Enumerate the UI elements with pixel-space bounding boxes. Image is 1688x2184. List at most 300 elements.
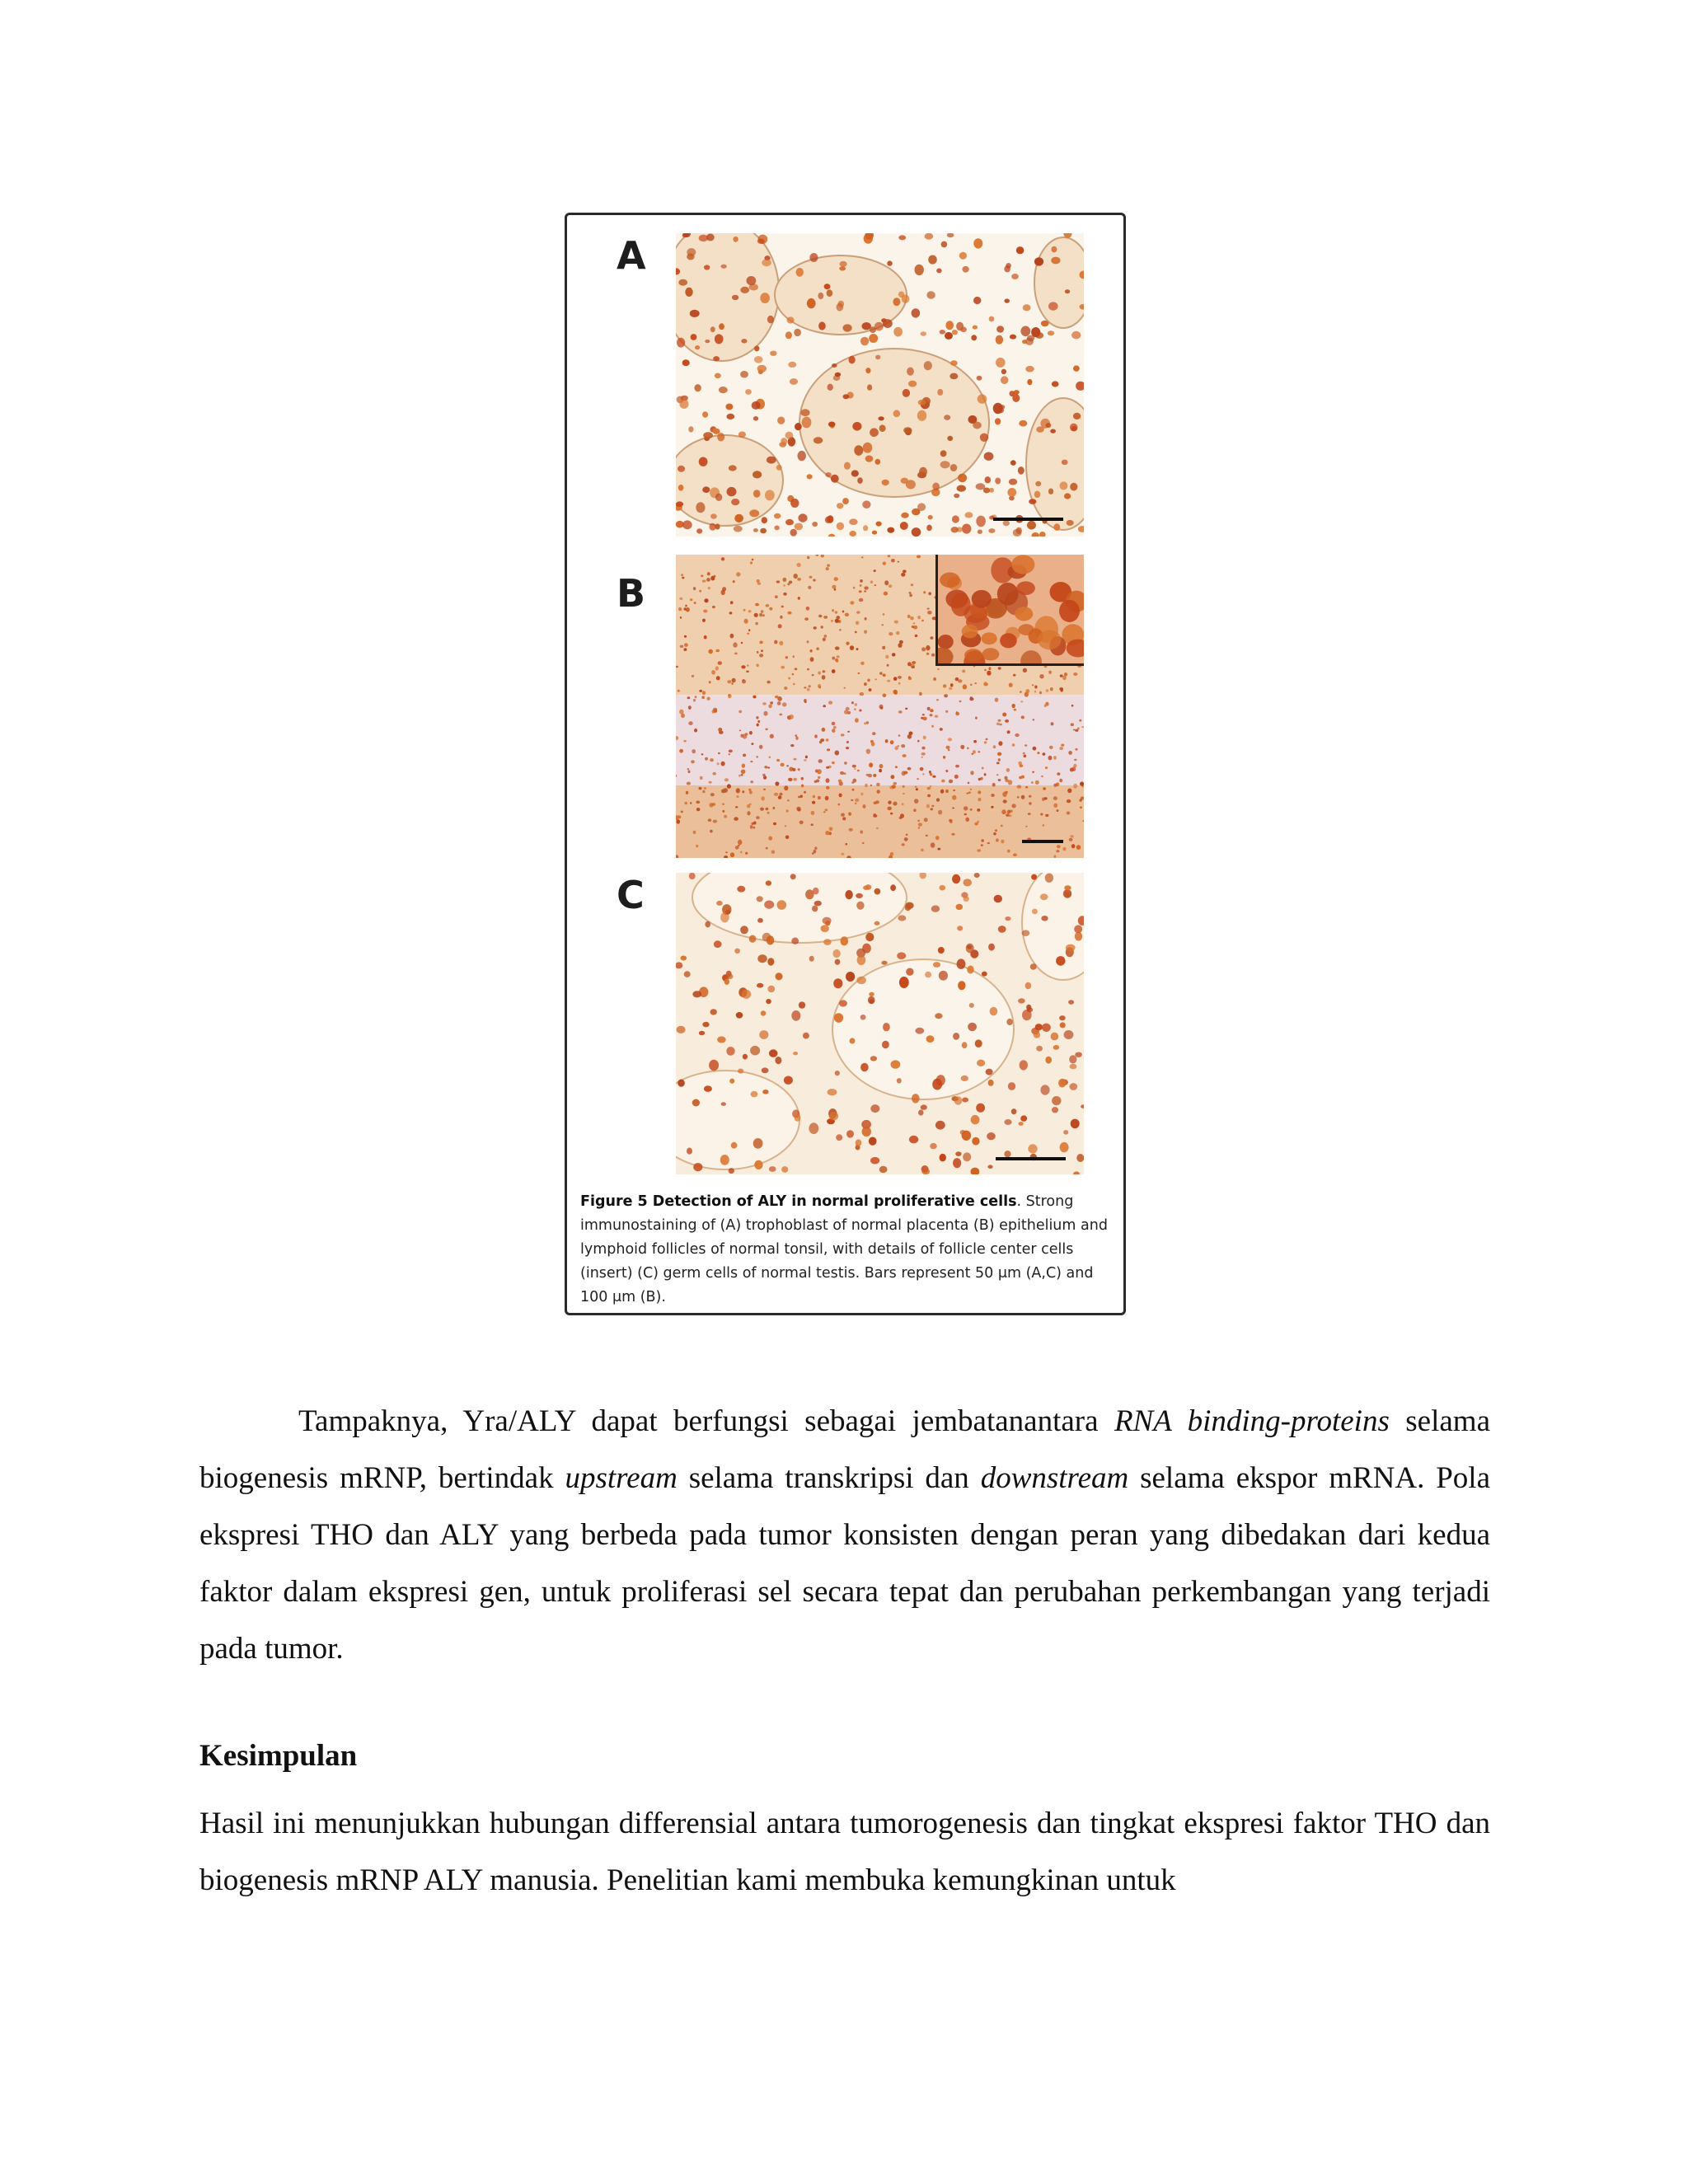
stained-nucleus: [931, 654, 935, 657]
stained-nucleus: [790, 499, 799, 508]
stained-nucleus: [787, 799, 790, 801]
stained-nucleus: [899, 977, 909, 988]
stained-nucleus: [911, 583, 913, 586]
stained-nucleus: [873, 774, 876, 777]
stained-nucleus: [945, 710, 948, 713]
stained-nucleus: [692, 675, 694, 677]
stained-nucleus: [940, 450, 947, 457]
stained-nucleus: [1042, 1024, 1051, 1032]
stained-nucleus: [703, 610, 707, 613]
stained-nucleus: [804, 699, 807, 703]
stained-nucleus: [1059, 779, 1062, 783]
stained-nucleus: [982, 767, 984, 770]
stained-nucleus: [863, 443, 873, 453]
stained-nucleus: [870, 428, 879, 437]
paragraph-1: [199, 1393, 1490, 1677]
stained-nucleus: [756, 756, 758, 757]
stained-nucleus: [962, 670, 965, 673]
stained-nucleus: [987, 1165, 992, 1169]
stained-nucleus: [923, 591, 926, 593]
stained-nucleus: [993, 403, 1003, 414]
stained-nucleus: [846, 642, 849, 645]
stained-nucleus: [785, 519, 794, 525]
stained-nucleus: [685, 802, 688, 805]
stained-nucleus: [774, 793, 778, 796]
stained-nucleus: [970, 696, 973, 699]
stained-nucleus: [742, 990, 752, 999]
stained-nucleus: [750, 825, 753, 828]
stained-nucleus: [677, 338, 685, 348]
stained-nucleus: [907, 368, 914, 376]
stained-nucleus: [804, 617, 809, 621]
stained-nucleus: [807, 556, 809, 559]
stained-nucleus: [984, 741, 987, 743]
stained-nucleus: [794, 778, 797, 781]
stained-nucleus: [927, 607, 930, 609]
stained-nucleus: [902, 803, 904, 805]
stained-nucleus: [1071, 844, 1076, 848]
stained-nucleus: [846, 747, 849, 749]
stained-nucleus: [807, 640, 809, 643]
stained-nucleus: [807, 474, 813, 479]
stained-nucleus: [852, 789, 855, 791]
stained-nucleus: [952, 795, 956, 800]
stained-nucleus: [1009, 479, 1017, 485]
stained-nucleus: [873, 814, 877, 818]
stained-nucleus: [926, 835, 928, 837]
stained-nucleus: [1024, 754, 1027, 757]
stained-nucleus: [784, 785, 788, 790]
stained-nucleus: [791, 1010, 800, 1021]
stained-nucleus: [828, 384, 833, 391]
stained-nucleus: [840, 261, 847, 267]
stained-nucleus: [828, 1089, 837, 1095]
stained-nucleus: [818, 615, 822, 617]
stained-nucleus: [818, 684, 821, 688]
stained-nucleus: [774, 513, 781, 519]
stained-nucleus: [883, 694, 887, 698]
stained-nucleus: [962, 1131, 972, 1141]
stained-nucleus: [945, 321, 954, 330]
stained-nucleus: [829, 827, 833, 831]
stained-nucleus: [908, 381, 917, 387]
stained-nucleus: [702, 486, 710, 493]
stained-nucleus: [694, 729, 697, 733]
stained-nucleus: [930, 1143, 937, 1149]
stained-nucleus: [757, 896, 763, 902]
scale-bar-a: [993, 518, 1063, 521]
stained-nucleus: [807, 668, 809, 671]
stained-nucleus: [1046, 689, 1049, 691]
stained-nucleus: [883, 613, 885, 615]
stained-nucleus: [812, 906, 818, 912]
placenta-micrograph: [676, 233, 1084, 537]
stained-nucleus: [832, 669, 836, 673]
stained-nucleus: [769, 1049, 778, 1057]
stained-nucleus: [1027, 1007, 1033, 1012]
stained-nucleus: [889, 584, 892, 588]
stained-nucleus: [1006, 1019, 1013, 1025]
stained-nucleus: [998, 741, 1002, 746]
stained-nucleus: [1060, 481, 1068, 490]
stained-nucleus: [902, 771, 906, 776]
stained-nucleus: [1003, 520, 1010, 526]
stained-nucleus: [709, 1060, 719, 1071]
stained-nucleus: [854, 708, 856, 710]
stained-nucleus: [786, 765, 789, 766]
stained-nucleus: [765, 490, 775, 500]
stained-nucleus: [1033, 719, 1035, 720]
stained-nucleus: [874, 569, 876, 572]
stained-nucleus: [1044, 797, 1048, 799]
stained-nucleus: [699, 1031, 705, 1035]
stained-nucleus: [867, 384, 872, 390]
stained-nucleus: [860, 584, 862, 587]
stained-nucleus: [687, 254, 694, 260]
stained-nucleus: [804, 759, 807, 762]
stained-nucleus: [733, 642, 737, 647]
stained-nucleus: [704, 265, 710, 269]
stained-nucleus: [926, 804, 930, 808]
stained-nucleus: [994, 895, 1002, 902]
stained-nucleus: [682, 233, 688, 237]
stained-nucleus: [875, 355, 880, 360]
stained-nucleus: [742, 679, 744, 681]
stained-nucleus: [1035, 780, 1039, 785]
stained-nucleus: [948, 749, 950, 752]
stained-nucleus: [958, 679, 962, 682]
paragraph-1-text-2: selama biogenesis mRNP, bertindak: [199, 1404, 1490, 1495]
section-heading: Kesimpulan: [199, 1739, 358, 1773]
stained-nucleus: [699, 457, 708, 466]
stained-nucleus: [1075, 932, 1082, 941]
stained-nucleus: [766, 604, 770, 607]
stained-nucleus: [702, 580, 706, 583]
stained-nucleus: [879, 1166, 888, 1173]
stained-nucleus: [708, 649, 713, 654]
stained-nucleus: [945, 332, 953, 340]
stained-nucleus: [855, 631, 857, 634]
stained-nucleus: [753, 827, 756, 829]
stained-nucleus: [917, 503, 926, 511]
stained-nucleus: [977, 808, 980, 812]
stained-nucleus: [917, 820, 920, 822]
stained-nucleus: [710, 758, 714, 762]
stained-nucleus: [694, 602, 696, 604]
stained-nucleus: [864, 682, 867, 686]
stained-nucleus: [780, 793, 783, 796]
stained-nucleus: [818, 293, 823, 299]
stained-nucleus: [743, 609, 746, 612]
stained-nucleus: [757, 239, 765, 244]
stained-nucleus: [898, 915, 906, 921]
stained-nucleus: [738, 775, 741, 777]
figure-caption: [580, 1190, 1112, 1310]
stained-nucleus: [797, 563, 801, 567]
stained-nucleus: [1080, 781, 1084, 785]
stained-nucleus: [858, 673, 860, 674]
stained-nucleus: [798, 597, 800, 600]
stained-nucleus: [844, 687, 846, 689]
stained-nucleus: [906, 968, 913, 976]
stained-nucleus: [705, 340, 710, 343]
stained-nucleus: [768, 705, 771, 709]
stained-nucleus: [1001, 369, 1006, 375]
stained-nucleus: [1067, 789, 1071, 794]
stained-nucleus: [1025, 744, 1027, 746]
stained-nucleus: [744, 619, 748, 624]
stained-nucleus: [826, 567, 829, 570]
stained-nucleus: [749, 731, 753, 735]
stained-nucleus: [749, 935, 757, 943]
stained-nucleus: [688, 771, 691, 774]
stained-nucleus: [719, 323, 724, 330]
stained-nucleus: [843, 394, 850, 399]
stained-nucleus: [762, 614, 765, 616]
stained-nucleus: [996, 723, 1001, 726]
stained-nucleus: [907, 662, 912, 666]
stained-nucleus: [686, 791, 688, 794]
stained-nucleus: [992, 783, 996, 787]
stained-nucleus: [1022, 930, 1030, 936]
stained-nucleus: [1043, 752, 1046, 756]
stained-nucleus: [836, 616, 840, 619]
stained-nucleus: [704, 635, 707, 640]
stained-nucleus: [1053, 784, 1057, 787]
stained-nucleus: [737, 886, 745, 893]
stained-nucleus: [1062, 460, 1068, 465]
stained-nucleus: [956, 322, 964, 331]
stained-nucleus: [859, 590, 862, 593]
stained-nucleus: [940, 573, 960, 588]
stained-nucleus: [956, 711, 959, 714]
stained-nucleus: [1027, 379, 1032, 385]
stained-nucleus: [852, 765, 856, 768]
stained-nucleus: [809, 956, 814, 962]
stained-nucleus: [985, 476, 992, 483]
stained-nucleus: [717, 433, 724, 442]
stained-nucleus: [936, 1075, 945, 1085]
stained-nucleus: [696, 528, 702, 533]
stained-nucleus: [927, 611, 932, 615]
testis-micrograph: [676, 873, 1084, 1174]
stained-nucleus: [1067, 520, 1074, 526]
stained-nucleus: [903, 427, 912, 434]
stained-nucleus: [834, 577, 838, 581]
stained-nucleus: [823, 939, 832, 945]
stained-nucleus: [748, 610, 752, 612]
stained-nucleus: [727, 487, 737, 496]
stained-nucleus: [955, 1151, 961, 1156]
stained-nucleus: [1030, 963, 1037, 969]
stained-nucleus: [749, 790, 753, 794]
stained-nucleus: [743, 754, 746, 757]
stained-nucleus: [1036, 426, 1044, 432]
stained-nucleus: [745, 852, 748, 855]
stained-nucleus: [978, 394, 987, 403]
stained-nucleus: [747, 633, 749, 635]
stained-nucleus: [963, 1152, 971, 1161]
stained-nucleus: [788, 362, 796, 368]
stained-nucleus: [856, 621, 860, 625]
stained-nucleus: [1001, 376, 1008, 384]
stained-nucleus: [694, 384, 701, 391]
caption-text: . Strong immunostaining of (A) trophoblast of normal placenta (B) epithelium and lymphoid follicles of normal tonsil, with details of follicle center cells (insert) (C) germ cells of normal testis. Bars represent 50 μm (A,C) and 100 μm (B).: [580, 1193, 1108, 1305]
stained-nucleus: [978, 529, 982, 534]
stained-nucleus: [1016, 581, 1035, 595]
stained-nucleus: [912, 661, 916, 664]
stained-nucleus: [903, 569, 907, 573]
stained-nucleus: [740, 287, 749, 293]
stained-nucleus: [816, 779, 819, 782]
stained-nucleus: [823, 616, 828, 619]
stained-nucleus: [859, 710, 861, 712]
stained-nucleus: [782, 702, 787, 706]
stained-nucleus: [974, 823, 978, 826]
stained-nucleus: [893, 327, 903, 337]
stained-nucleus: [893, 690, 898, 695]
stained-nucleus: [950, 464, 958, 471]
stained-nucleus: [859, 598, 864, 602]
stained-nucleus: [678, 1080, 685, 1087]
stained-nucleus: [944, 415, 950, 420]
stained-nucleus: [832, 363, 837, 368]
stained-nucleus: [962, 1098, 968, 1103]
stained-nucleus: [1051, 257, 1060, 265]
stained-nucleus: [1011, 1108, 1017, 1114]
stained-nucleus: [753, 528, 758, 532]
stained-nucleus: [844, 462, 851, 470]
stained-nucleus: [814, 437, 823, 443]
stained-nucleus: [865, 617, 867, 621]
stained-nucleus: [951, 833, 954, 836]
stained-nucleus: [926, 1035, 935, 1043]
stained-nucleus: [814, 850, 817, 854]
stained-nucleus: [686, 607, 690, 612]
stained-nucleus: [757, 651, 759, 654]
stained-nucleus: [702, 790, 705, 794]
stained-nucleus: [878, 416, 884, 420]
stained-nucleus: [734, 817, 738, 821]
stained-nucleus: [699, 235, 709, 241]
stained-nucleus: [836, 660, 838, 662]
stained-nucleus: [835, 373, 841, 377]
stained-nucleus: [767, 935, 775, 944]
stained-nucleus: [757, 724, 759, 727]
stained-nucleus: [864, 586, 868, 589]
stained-nucleus: [966, 793, 968, 794]
stained-nucleus: [721, 789, 725, 793]
stained-nucleus: [851, 799, 853, 801]
stained-nucleus: [695, 696, 697, 698]
stained-nucleus: [688, 705, 692, 710]
stained-nucleus: [819, 741, 822, 744]
stained-nucleus: [903, 754, 907, 757]
stained-nucleus: [921, 752, 926, 756]
stained-nucleus: [1067, 811, 1070, 814]
stained-nucleus: [953, 790, 955, 791]
stained-nucleus: [709, 523, 715, 531]
stained-nucleus: [917, 616, 921, 619]
stained-nucleus: [736, 788, 740, 793]
stained-nucleus: [869, 992, 874, 996]
stained-nucleus: [1019, 1122, 1024, 1126]
stained-nucleus: [814, 626, 817, 630]
stained-nucleus: [903, 793, 905, 794]
stained-nucleus: [783, 584, 785, 586]
stained-nucleus: [876, 783, 880, 786]
stained-nucleus: [991, 794, 994, 797]
stained-nucleus: [685, 288, 692, 297]
stained-nucleus: [716, 676, 720, 680]
stained-nucleus: [897, 1078, 902, 1083]
stained-nucleus: [976, 516, 986, 527]
stained-nucleus: [709, 781, 712, 784]
stained-nucleus: [682, 520, 692, 529]
panel-label-c: C: [617, 873, 645, 917]
stained-nucleus: [1046, 423, 1052, 428]
stained-nucleus: [711, 670, 715, 675]
stained-nucleus: [837, 523, 844, 531]
stained-nucleus: [813, 888, 819, 895]
stained-nucleus: [1069, 1055, 1076, 1063]
stained-nucleus: [893, 782, 898, 785]
stained-nucleus: [713, 820, 717, 823]
stained-nucleus: [848, 813, 851, 816]
stained-nucleus: [722, 803, 724, 805]
stained-nucleus: [961, 1076, 968, 1081]
stained-nucleus: [825, 831, 829, 835]
stained-nucleus: [756, 716, 758, 719]
stained-nucleus: [921, 620, 924, 621]
stained-nucleus: [710, 576, 715, 581]
stained-nucleus: [693, 1163, 702, 1171]
stained-nucleus: [755, 622, 758, 626]
stained-nucleus: [1005, 916, 1010, 921]
stained-nucleus: [691, 334, 697, 340]
stained-nucleus: [892, 653, 896, 656]
stained-nucleus: [725, 910, 730, 914]
stained-nucleus: [734, 653, 738, 655]
stained-nucleus: [893, 677, 898, 681]
stained-nucleus: [1034, 491, 1041, 499]
stained-nucleus: [926, 645, 930, 650]
stained-nucleus: [995, 418, 1001, 424]
stained-nucleus: [938, 947, 945, 954]
stained-nucleus: [1079, 719, 1081, 722]
stained-nucleus: [870, 999, 874, 1004]
stained-nucleus: [1041, 916, 1048, 921]
stained-nucleus: [704, 787, 706, 790]
stained-nucleus: [1063, 1130, 1068, 1135]
stained-nucleus: [863, 885, 869, 890]
stained-nucleus: [927, 707, 931, 710]
stained-nucleus: [736, 795, 738, 798]
stained-nucleus: [708, 818, 712, 822]
stained-nucleus: [914, 799, 918, 804]
stained-nucleus: [898, 676, 902, 679]
stained-nucleus: [931, 808, 934, 810]
stained-nucleus: [965, 818, 969, 822]
stained-nucleus: [821, 925, 829, 932]
stained-nucleus: [832, 729, 835, 733]
stained-nucleus: [882, 646, 885, 649]
stained-nucleus: [741, 339, 747, 344]
stained-nucleus: [915, 265, 924, 275]
stained-nucleus: [794, 758, 797, 761]
stained-nucleus: [1045, 1057, 1052, 1064]
stained-nucleus: [781, 666, 785, 669]
